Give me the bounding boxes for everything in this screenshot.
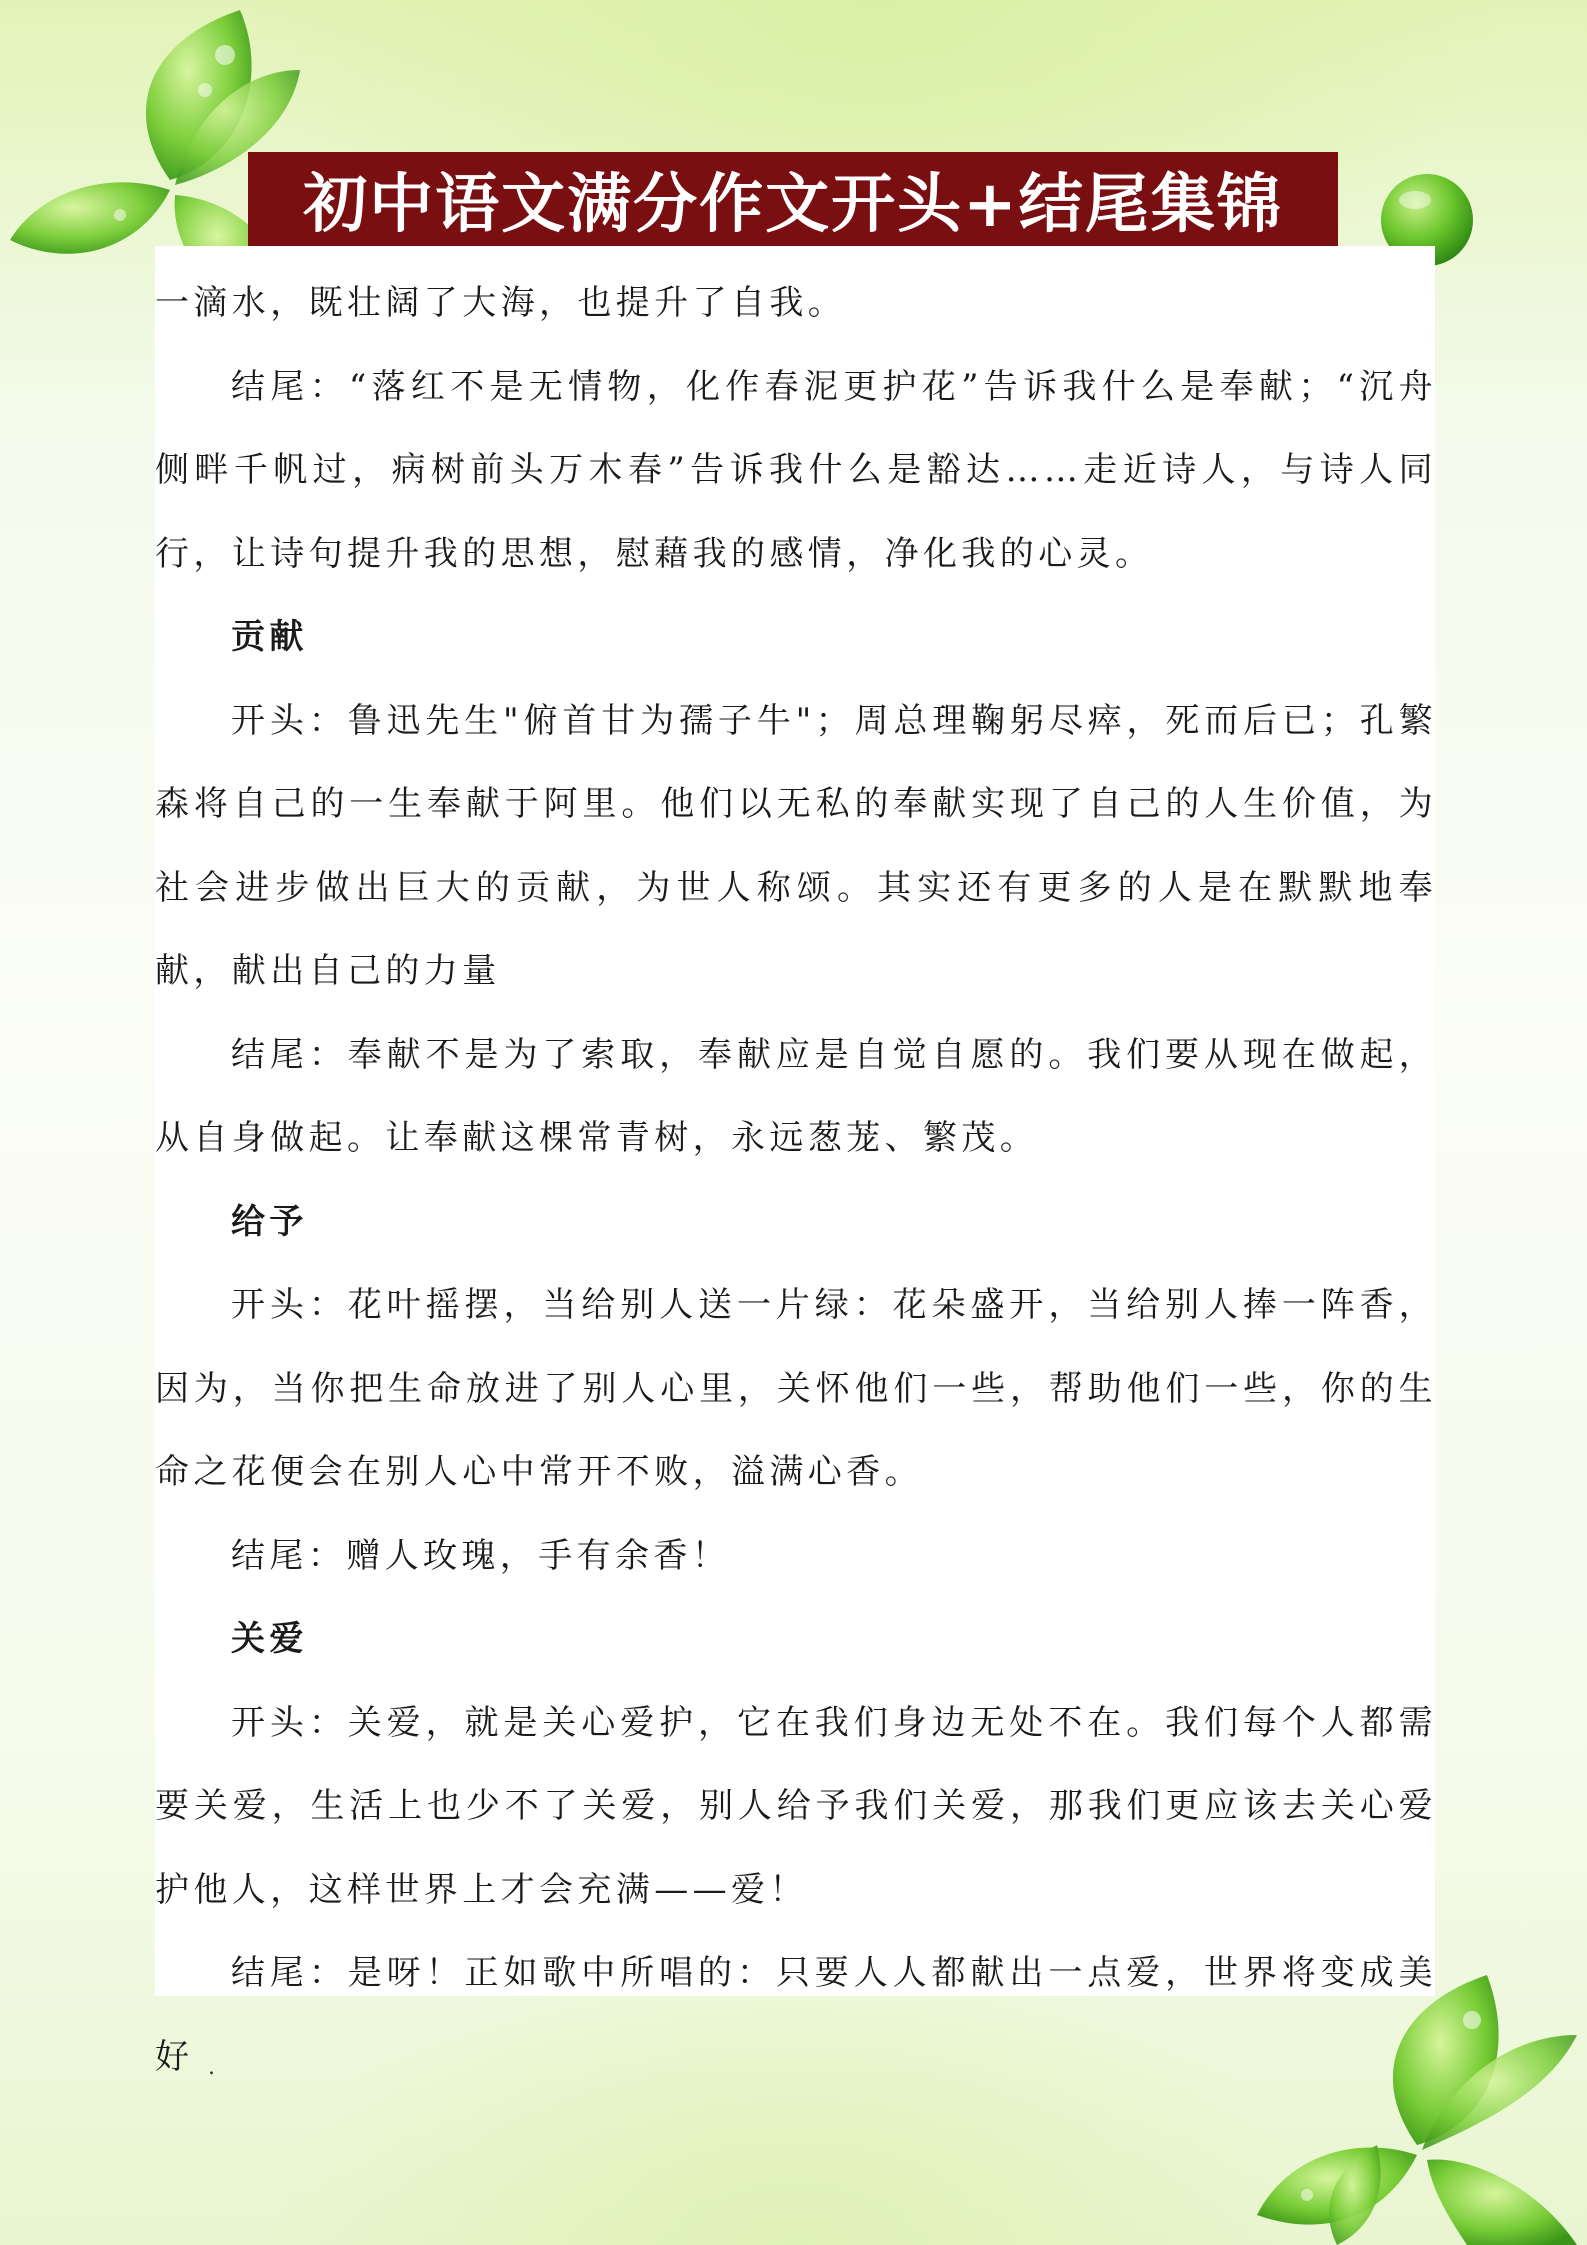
section-heading-giving: 给予 (231, 1201, 308, 1242)
footer-mark: . (208, 2055, 215, 2080)
paragraph-ending: 结尾：是呀！正如歌中所唱的：只要人人都献出一点爱，世界将变成美好 (155, 1953, 1437, 2077)
paragraph-ending: 结尾：“落红不是无情物，化作春泥更护花”告诉我什么是奉献；“沉舟侧畔千帆过，病树前头万木春”告诉我什么是豁达……走近诗人，与诗人同行，让诗句提升我的思想，慰藉我的感情，净化我的心灵。 (155, 366, 1437, 574)
paragraph-opening: 开头：鲁迅先生"俯首甘为孺子牛"；周总理鞠躬尽瘁，死而后已；孔繁森将自己的一生奉献于阿里。他们以无私的奉献实现了自己的人生价值，为社会进步做出巨大的贡献，为世人称颂。其实还有更多的人是在默默地奉献，献出自己的力量 (155, 700, 1437, 991)
title-banner (248, 152, 1338, 246)
paragraph-opening: 开头：关爱，就是关心爱护，它在我们身边无处不在。我们每个人都需要关爱，生活上也少不了关爱，别人给予我们关爱，那我们更应该去关心爱护他人，这样世界上才会充满——爱！ (155, 1702, 1437, 1910)
paragraph-ending: 结尾：奉献不是为了索取，奉献应是自觉自愿的。我们要从现在做起，从自身做起。让奉献这棵常青树，永远葱茏、繁茂。 (155, 1034, 1437, 1158)
article-body (155, 262, 1437, 2099)
section-heading-contribution: 贡献 (231, 617, 308, 657)
paragraph-opening: 开头：花叶摇摆，当给别人送一片绿：花朵盛开，当给别人捧一阵香，因为，当你把生命放进了别人心里，关怀他们一些，帮助他们一些，你的生命之花便会在别人心中常开不败，溢满心香。 (155, 1285, 1437, 1492)
section-heading-care: 关爱 (231, 1619, 308, 1659)
paragraph-ending: 结尾：赠人玫瑰，手有余香！ (231, 1535, 731, 1576)
page-title: 初中语文满分作文开头+结尾集锦 (303, 168, 1283, 242)
paragraph: 一滴水，既壮阔了大海，也提升了自我。 (155, 283, 847, 323)
